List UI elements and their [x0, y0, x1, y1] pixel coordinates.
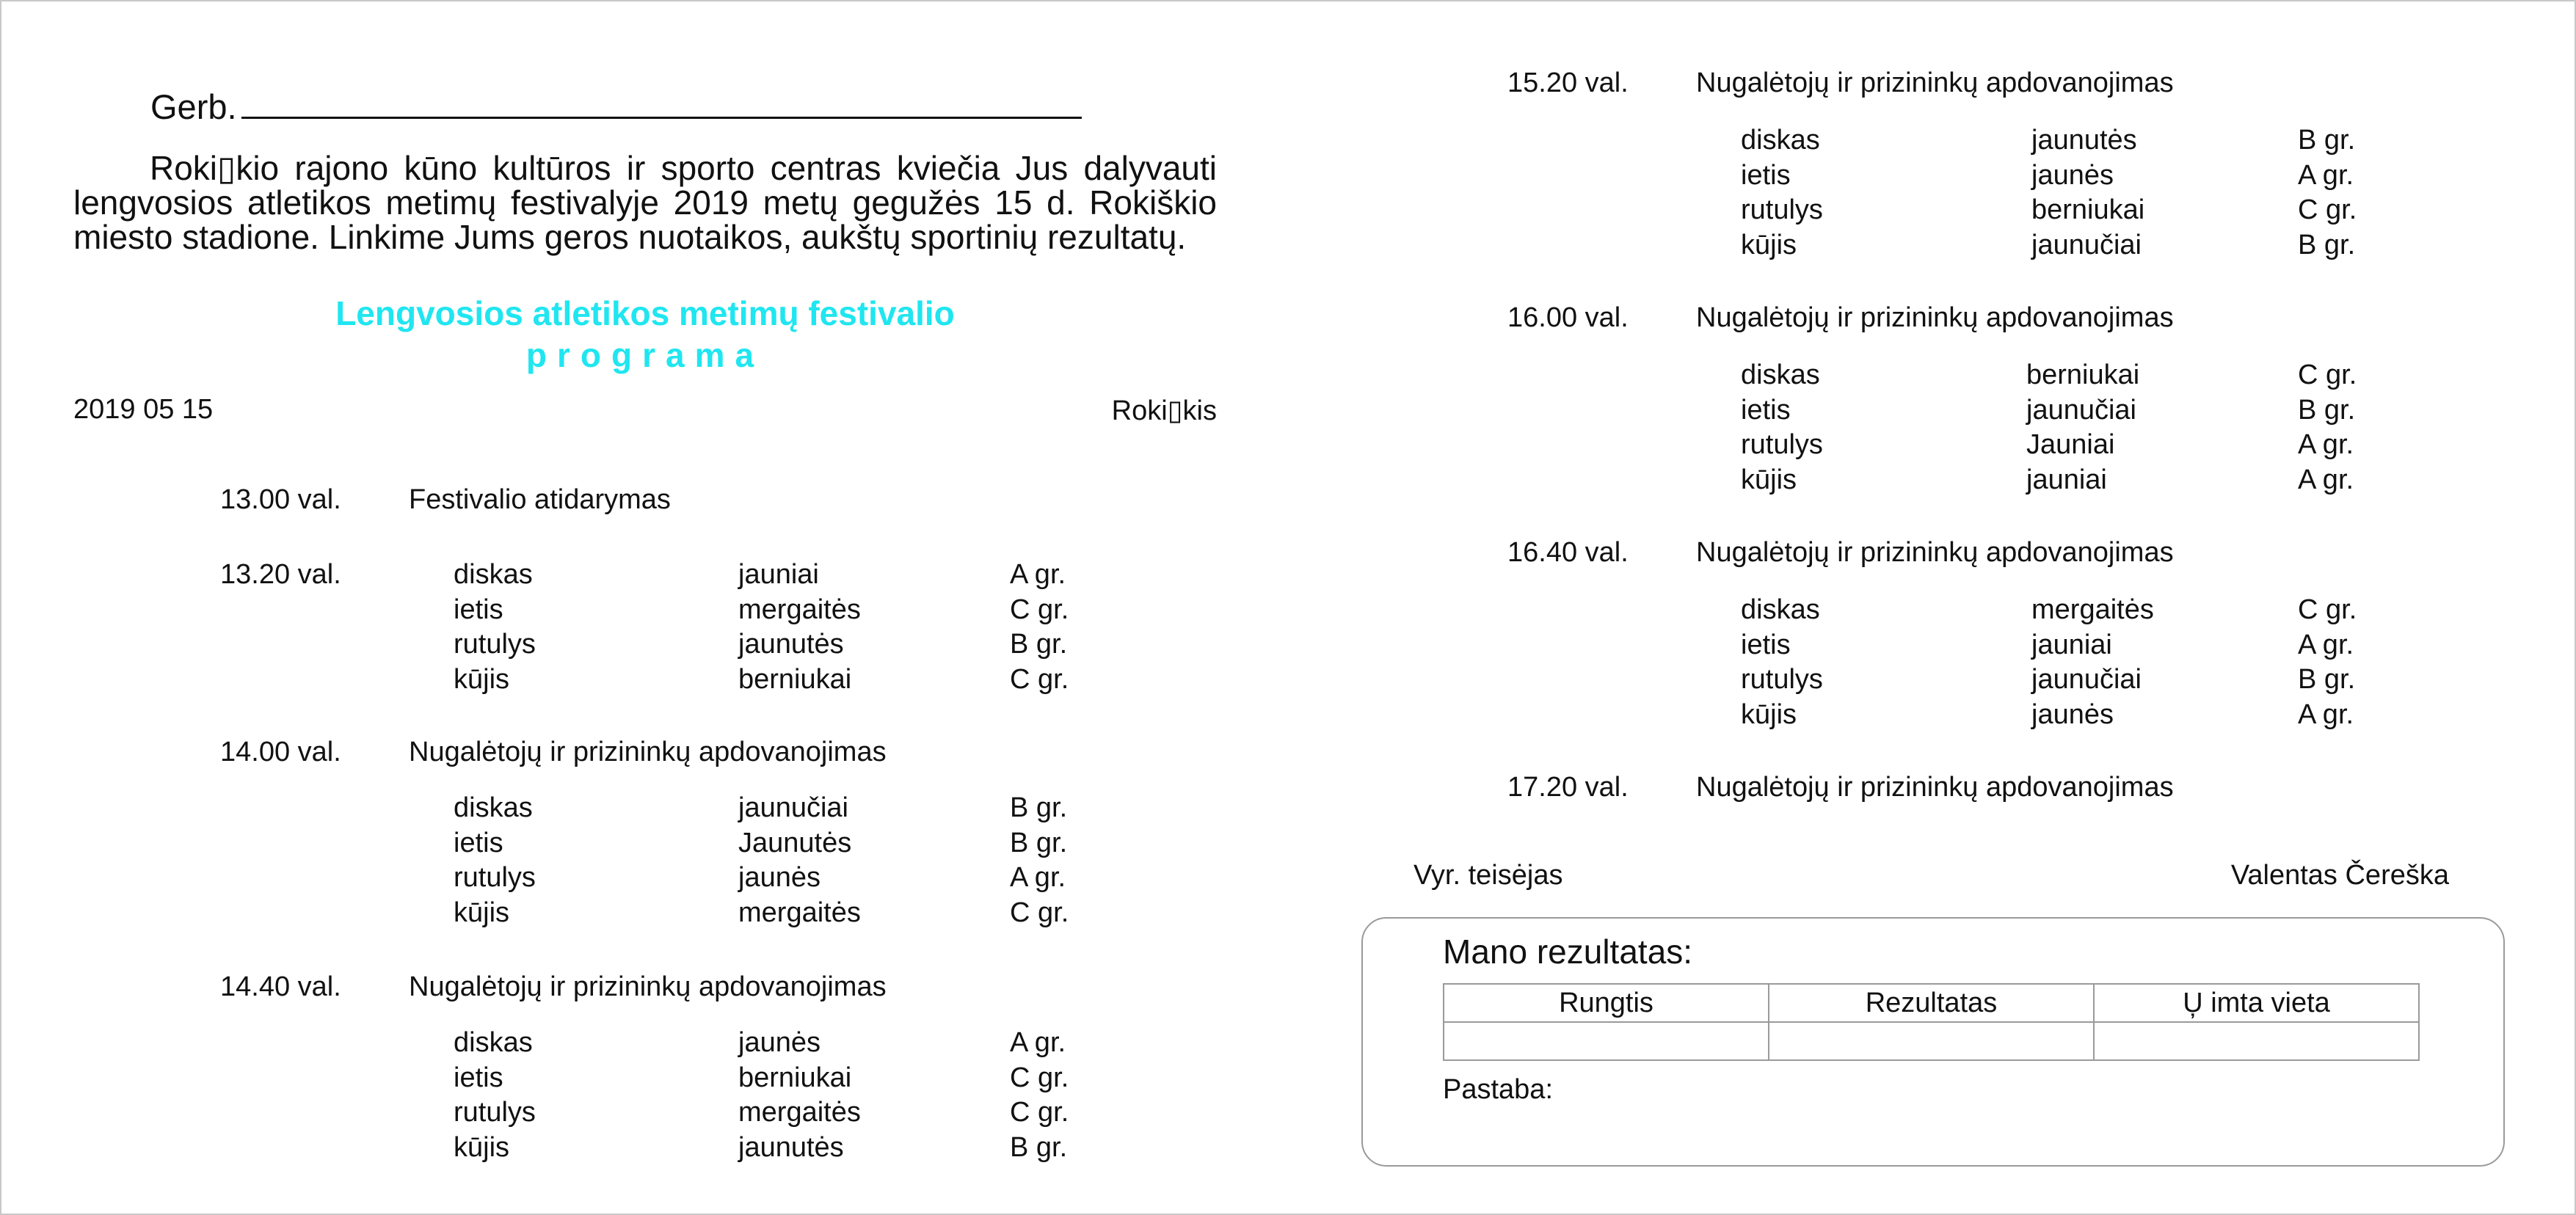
schedule-discipline: kūjis [454, 1131, 510, 1163]
schedule-time: 13.00 val. [220, 484, 341, 515]
schedule-age-group: jaunutės [738, 1131, 844, 1163]
schedule-group-class: C gr. [2298, 194, 2357, 225]
schedule-discipline: ietis [454, 827, 503, 858]
schedule-age-group: jaunės [2031, 698, 2114, 730]
result-table [1443, 983, 2420, 1061]
schedule-age-group: mergaitės [738, 1097, 861, 1128]
schedule-age-group: jaunės [738, 862, 821, 893]
name-blank-line [241, 95, 1082, 119]
schedule-discipline: rutulys [1741, 429, 1823, 460]
schedule-discipline: diskas [454, 792, 533, 823]
schedule-discipline: rutulys [1741, 664, 1823, 695]
schedule-group-class: B gr. [2298, 664, 2356, 695]
schedule-age-group: berniukai [2026, 360, 2140, 390]
schedule-time: 15.20 val. [1507, 68, 1629, 98]
schedule-age-group: mergaitės [738, 594, 861, 625]
schedule-group-class: B gr. [1010, 792, 1068, 823]
schedule-group-class: B gr. [1010, 629, 1068, 660]
schedule-discipline: diskas [1741, 125, 1820, 156]
schedule-group-class: A gr. [2298, 159, 2354, 191]
schedule-discipline: kūjis [454, 663, 510, 695]
schedule-event: Nugalėtojų ir prizininkų apdovanojimas [1696, 302, 2174, 333]
schedule-time: 17.20 val. [1507, 772, 1629, 803]
result-header-row [1444, 984, 2419, 1022]
schedule-discipline: kūjis [454, 897, 510, 928]
schedule-age-group: jaunės [2031, 159, 2114, 191]
schedule-group-class: C gr. [2298, 594, 2357, 625]
schedule-event: Festivalio atidarymas [409, 484, 671, 515]
result-col-event: Rungtis [1444, 984, 1769, 1022]
schedule-event: Nugalėtojų ir prizininkų apdovanojimas [1696, 537, 2174, 568]
schedule-discipline: ietis [1741, 394, 1791, 426]
event-date: 2019 05 15 [73, 394, 214, 425]
invitation-text: Roki▯kio rajono kūno kultūros ir sporto centras kviečia Jus dalyvauti lengvosios atletikos metimų festivalyje 2019 metų gegužės 15 d. Rokiškio miesto stadione. Linkime Jums geros nuotaikos, aukštų sportinių rezultatų. [73, 149, 1217, 256]
schedule-discipline: ietis [1741, 629, 1791, 660]
schedule-group-class: A gr. [2298, 698, 2354, 730]
schedule-age-group: mergaitės [738, 897, 861, 928]
schedule-age-group: jauniai [738, 559, 819, 590]
result-col-place: U̦ imta vieta [2094, 984, 2419, 1022]
schedule-discipline: diskas [454, 1027, 533, 1058]
schedule-group-class: A gr. [1010, 1027, 1066, 1058]
schedule-group-class: A gr. [1010, 559, 1066, 590]
schedule-age-group: jaunučiai [2026, 394, 2136, 426]
schedule-group-class: C gr. [1010, 897, 1069, 928]
schedule-discipline: ietis [1741, 159, 1791, 191]
schedule-time: 16.40 val. [1507, 537, 1629, 568]
schedule-discipline: rutulys [1741, 194, 1823, 225]
schedule-age-group: berniukai [738, 663, 852, 695]
judge-label: Vyr. teisėjas [1413, 860, 1563, 891]
schedule-age-group: jaunučiai [2031, 229, 2142, 260]
note-label: Pastaba: [1443, 1074, 1553, 1105]
schedule-time: 13.20 val. [220, 559, 341, 590]
schedule-group-class: B gr. [2298, 394, 2356, 426]
schedule-age-group: berniukai [738, 1062, 852, 1093]
result-value-cell[interactable] [1769, 1022, 2094, 1060]
schedule-group-class: A gr. [2298, 464, 2354, 495]
schedule-age-group: jauniai [2026, 464, 2107, 495]
schedule-time: 14.40 val. [220, 971, 341, 1002]
schedule-group-class: B gr. [1010, 1131, 1068, 1163]
schedule-group-class: C gr. [1010, 1062, 1069, 1093]
schedule-discipline: ietis [454, 1062, 503, 1093]
event-city: Roki▯kis [1111, 395, 1217, 426]
schedule-group-class: C gr. [2298, 360, 2357, 390]
schedule-age-group: jaunučiai [738, 792, 848, 823]
schedule-event: Nugalėtojų ir prizininkų apdovanojimas [409, 971, 887, 1002]
result-col-result: Rezultatas [1769, 984, 2094, 1022]
schedule-age-group: Jaunutės [738, 827, 852, 858]
schedule-age-group: Jauniai [2026, 429, 2115, 460]
schedule-event: Nugalėtojų ir prizininkų apdovanojimas [1696, 772, 2174, 803]
schedule-discipline: diskas [1741, 360, 1820, 390]
schedule-discipline: kūjis [1741, 698, 1797, 730]
greeting-label: Gerb. [150, 87, 237, 126]
schedule-group-class: A gr. [1010, 862, 1066, 893]
schedule-group-class: C gr. [1010, 1097, 1069, 1128]
schedule-discipline: diskas [1741, 594, 1820, 625]
schedule-group-class: B gr. [2298, 125, 2356, 156]
schedule-discipline: ietis [454, 594, 503, 625]
schedule-event: Nugalėtojų ir prizininkų apdovanojimas [1696, 68, 2174, 98]
schedule-group-class: B gr. [1010, 827, 1068, 858]
schedule-group-class: C gr. [1010, 594, 1069, 625]
schedule-age-group: jaunutės [738, 629, 844, 660]
schedule-age-group: jaunutės [2031, 125, 2137, 156]
schedule-discipline: kūjis [1741, 464, 1797, 495]
result-event-cell[interactable] [1444, 1022, 1769, 1060]
schedule-discipline: rutulys [454, 629, 536, 660]
schedule-discipline: rutulys [454, 1097, 536, 1128]
schedule-age-group: jauniai [2031, 629, 2112, 660]
schedule-time: 14.00 val. [220, 737, 341, 767]
schedule-group-class: B gr. [2298, 229, 2356, 260]
program-heading: Lengvosios atletikos metimų festivalio [335, 294, 955, 332]
result-place-cell[interactable] [2094, 1022, 2419, 1060]
schedule-age-group: mergaitės [2031, 594, 2154, 625]
result-title: Mano rezultatas: [1443, 933, 1693, 971]
result-entry-row [1444, 1022, 2419, 1060]
schedule-discipline: rutulys [454, 862, 536, 893]
schedule-discipline: diskas [454, 559, 533, 590]
schedule-time: 16.00 val. [1507, 302, 1629, 333]
program-subheading: programa [525, 336, 765, 374]
judge-name: Valentas Čereška [2230, 860, 2449, 891]
schedule-group-class: A gr. [2298, 429, 2354, 460]
schedule-group-class: C gr. [1010, 663, 1069, 695]
greeting-line [150, 87, 1082, 127]
schedule-age-group: jaunučiai [2031, 664, 2142, 695]
schedule-age-group: berniukai [2031, 194, 2145, 225]
schedule-discipline: kūjis [1741, 229, 1797, 260]
schedule-group-class: A gr. [2298, 629, 2354, 660]
schedule-event: Nugalėtojų ir prizininkų apdovanojimas [409, 737, 887, 767]
schedule-age-group: jaunės [738, 1027, 821, 1058]
